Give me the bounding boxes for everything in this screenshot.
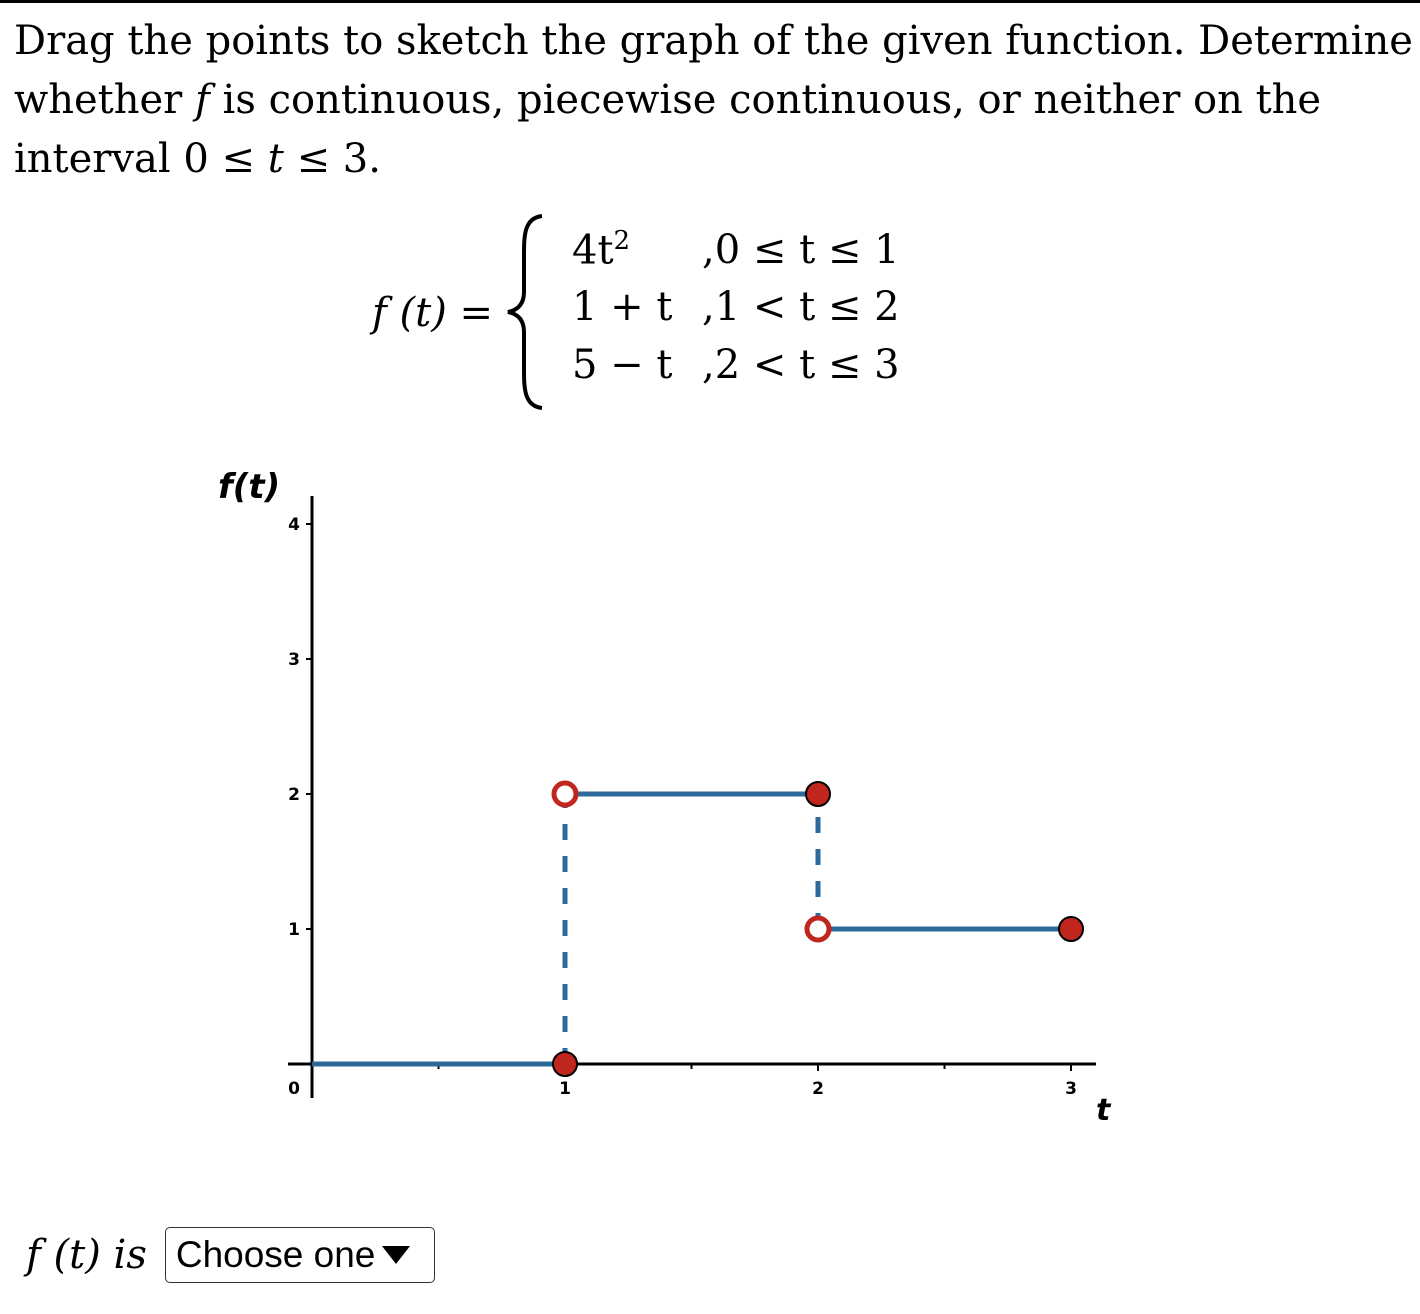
formula-condition: ,2 < t ≤ 3: [702, 342, 900, 388]
ticks: [288, 515, 1077, 1099]
segments[interactable]: [312, 794, 1071, 1064]
dashed-jumps: [565, 794, 818, 1064]
y-tick-label-4: 4: [288, 515, 300, 535]
y-axis-label: f(t): [218, 467, 281, 507]
formula-row-1: [572, 226, 900, 273]
closed-point-1[interactable]: [553, 1052, 577, 1076]
prompt-text: is continuous, piecewise continuous, or neither on the: [209, 77, 1322, 123]
x-axis-label: t: [1096, 1093, 1111, 1128]
x-tick-label-0: 0: [288, 1079, 300, 1099]
x-tick-label-2: 2: [812, 1079, 824, 1099]
caret-down-icon: [381, 1245, 411, 1265]
left-brace-icon: [502, 212, 552, 412]
open-point-4[interactable]: [807, 918, 829, 940]
question-prompt: [14, 12, 1413, 189]
prompt-variable-t: t: [267, 136, 284, 182]
prompt-text: interval 0 ≤: [14, 136, 268, 182]
x-tick-label-3: 3: [1065, 1079, 1077, 1099]
formula-expr: 5 − t: [572, 342, 673, 388]
formula-expr: 1 + t: [572, 284, 673, 330]
formula-expr: [572, 226, 702, 273]
formula-condition: ,1 < t ≤ 2: [702, 284, 900, 330]
axes: [288, 496, 1096, 1098]
closed-point-5[interactable]: [1059, 917, 1083, 941]
y-tick-label-1: 1: [288, 920, 300, 940]
graph-plot[interactable]: [0, 460, 1200, 1160]
answer-row: [26, 1222, 435, 1288]
x-tick-label-1: 1: [559, 1079, 571, 1099]
formula-lhs: f (t) =: [372, 290, 494, 336]
prompt-text: ≤ 3.: [283, 136, 381, 182]
prompt-line-2: [14, 71, 1404, 130]
closed-point-3[interactable]: [806, 782, 830, 806]
continuity-select[interactable]: [165, 1227, 435, 1283]
answer-label: f (t) is: [26, 1232, 147, 1278]
formula-condition: ,0 ≤ t ≤ 1: [702, 227, 900, 274]
select-value: Choose one: [175, 1234, 376, 1275]
prompt-variable-f: f: [195, 77, 210, 123]
prompt-text: whether: [14, 77, 196, 123]
formula-expr-base: 4t: [572, 227, 614, 274]
piecewise-formula: [372, 212, 932, 422]
y-tick-label-3: 3: [288, 650, 300, 670]
formula-expr-exponent: 2: [613, 226, 631, 256]
prompt-line-3: [14, 130, 1404, 189]
formula-row-2: [572, 284, 900, 330]
open-point-2[interactable]: [554, 783, 576, 805]
y-tick-label-2: 2: [288, 785, 300, 805]
formula-row-3: [572, 342, 900, 388]
prompt-line-1: Drag the points to sketch the graph of the given function. Determine: [14, 18, 1413, 64]
top-rule: [0, 0, 1420, 3]
